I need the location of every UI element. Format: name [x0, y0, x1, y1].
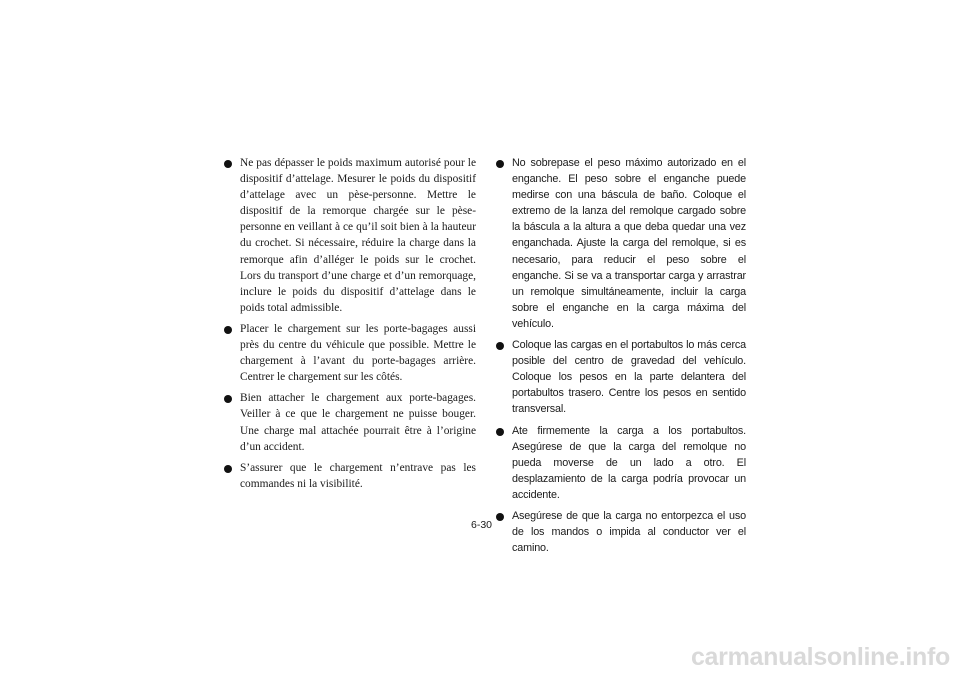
- bullet-icon: [224, 160, 232, 168]
- spanish-bullet-list: [494, 155, 746, 556]
- bullet-icon: [496, 160, 504, 168]
- bullet-icon: [496, 428, 504, 436]
- list-item: [494, 155, 746, 332]
- list-item-text: Ate firmemente la carga a los portabultos. Asegúrese de que la carga del remolque no pueda moverse de un lado a otro. El desplazamiento de la carga podría provocar un accidente.: [512, 424, 746, 501]
- list-item: [222, 155, 476, 316]
- bullet-icon: [224, 395, 232, 403]
- bullet-icon: [496, 513, 504, 521]
- list-item-text: Placer le chargement sur les porte-bagages aussi près du centre du véhicule que possible. Mettre le chargement à l’avant du porte-bagages arrière. Centrer le chargement sur les côtés.: [240, 322, 476, 384]
- bullet-icon: [224, 326, 232, 334]
- list-item: [494, 423, 746, 503]
- bullet-icon: [496, 342, 504, 350]
- list-item-text: Asegúrese de que la carga no entorpezca el uso de los mandos o impida al conductor ver el camino.: [512, 509, 746, 555]
- list-item-text: Bien attacher le chargement aux porte-bagages. Veiller à ce que le chargement ne puisse bouger. Une charge mal attachée pourrait être à l’origine d’un accident.: [240, 392, 476, 453]
- list-item-text: Coloque las cargas en el portabultos lo más cerca posible del centro de gravedad del vehículo. Coloque los pesos en la parte delantera del portabultos trasero. Centre los pesos en sentido transversal.: [512, 339, 746, 416]
- watermark: carmanualsonline.info: [690, 643, 950, 671]
- list-item: [222, 390, 476, 454]
- list-item: [222, 460, 476, 492]
- list-item-text: Ne pas dépasser le poids maximum autorisé pour le dispositif d’attelage. Mesurer le poids du dispositif d’attelage avec un pèse-personne. Mettre le dispositif de la remorque chargée sur le pèse-personne en veillant à ce qu’il soit bien à la hauteur du crochet. Si nécessaire, réduire la charge dans la remorque afin d’alléger le poids sur le crochet. Lors du transport d’une charge et d’un remorquage, inclure le poids du dispositif d’attelage dans le poids total admissible.: [240, 157, 476, 314]
- french-column: [222, 155, 476, 497]
- bullet-icon: [224, 465, 232, 473]
- list-item: [494, 337, 746, 417]
- list-item-text: S’assurer que le chargement n’entrave pas les commandes ni la visibilité.: [240, 461, 476, 490]
- spanish-column: [494, 155, 746, 561]
- list-item-text: No sobrepase el peso máximo autorizado en el enganche. El peso sobre el enganche puede medirse con una báscula de baño. Coloque el extremo de la lanza del remolque cargado sobre la báscula a la altura a que deba quedar una vez enganchada. Ajuste la carga del remolque, si es necesario, para reducir el peso sobre el enganche. Si se va a transportar carga y arrastrar un remolque simultáneamente, incluir la carga sobre el enganche en la carga máxima del vehículo.: [512, 157, 746, 330]
- list-item: [222, 321, 476, 385]
- french-bullet-list: [222, 155, 476, 492]
- list-item: [494, 508, 746, 556]
- page-number: 6-30: [471, 519, 493, 531]
